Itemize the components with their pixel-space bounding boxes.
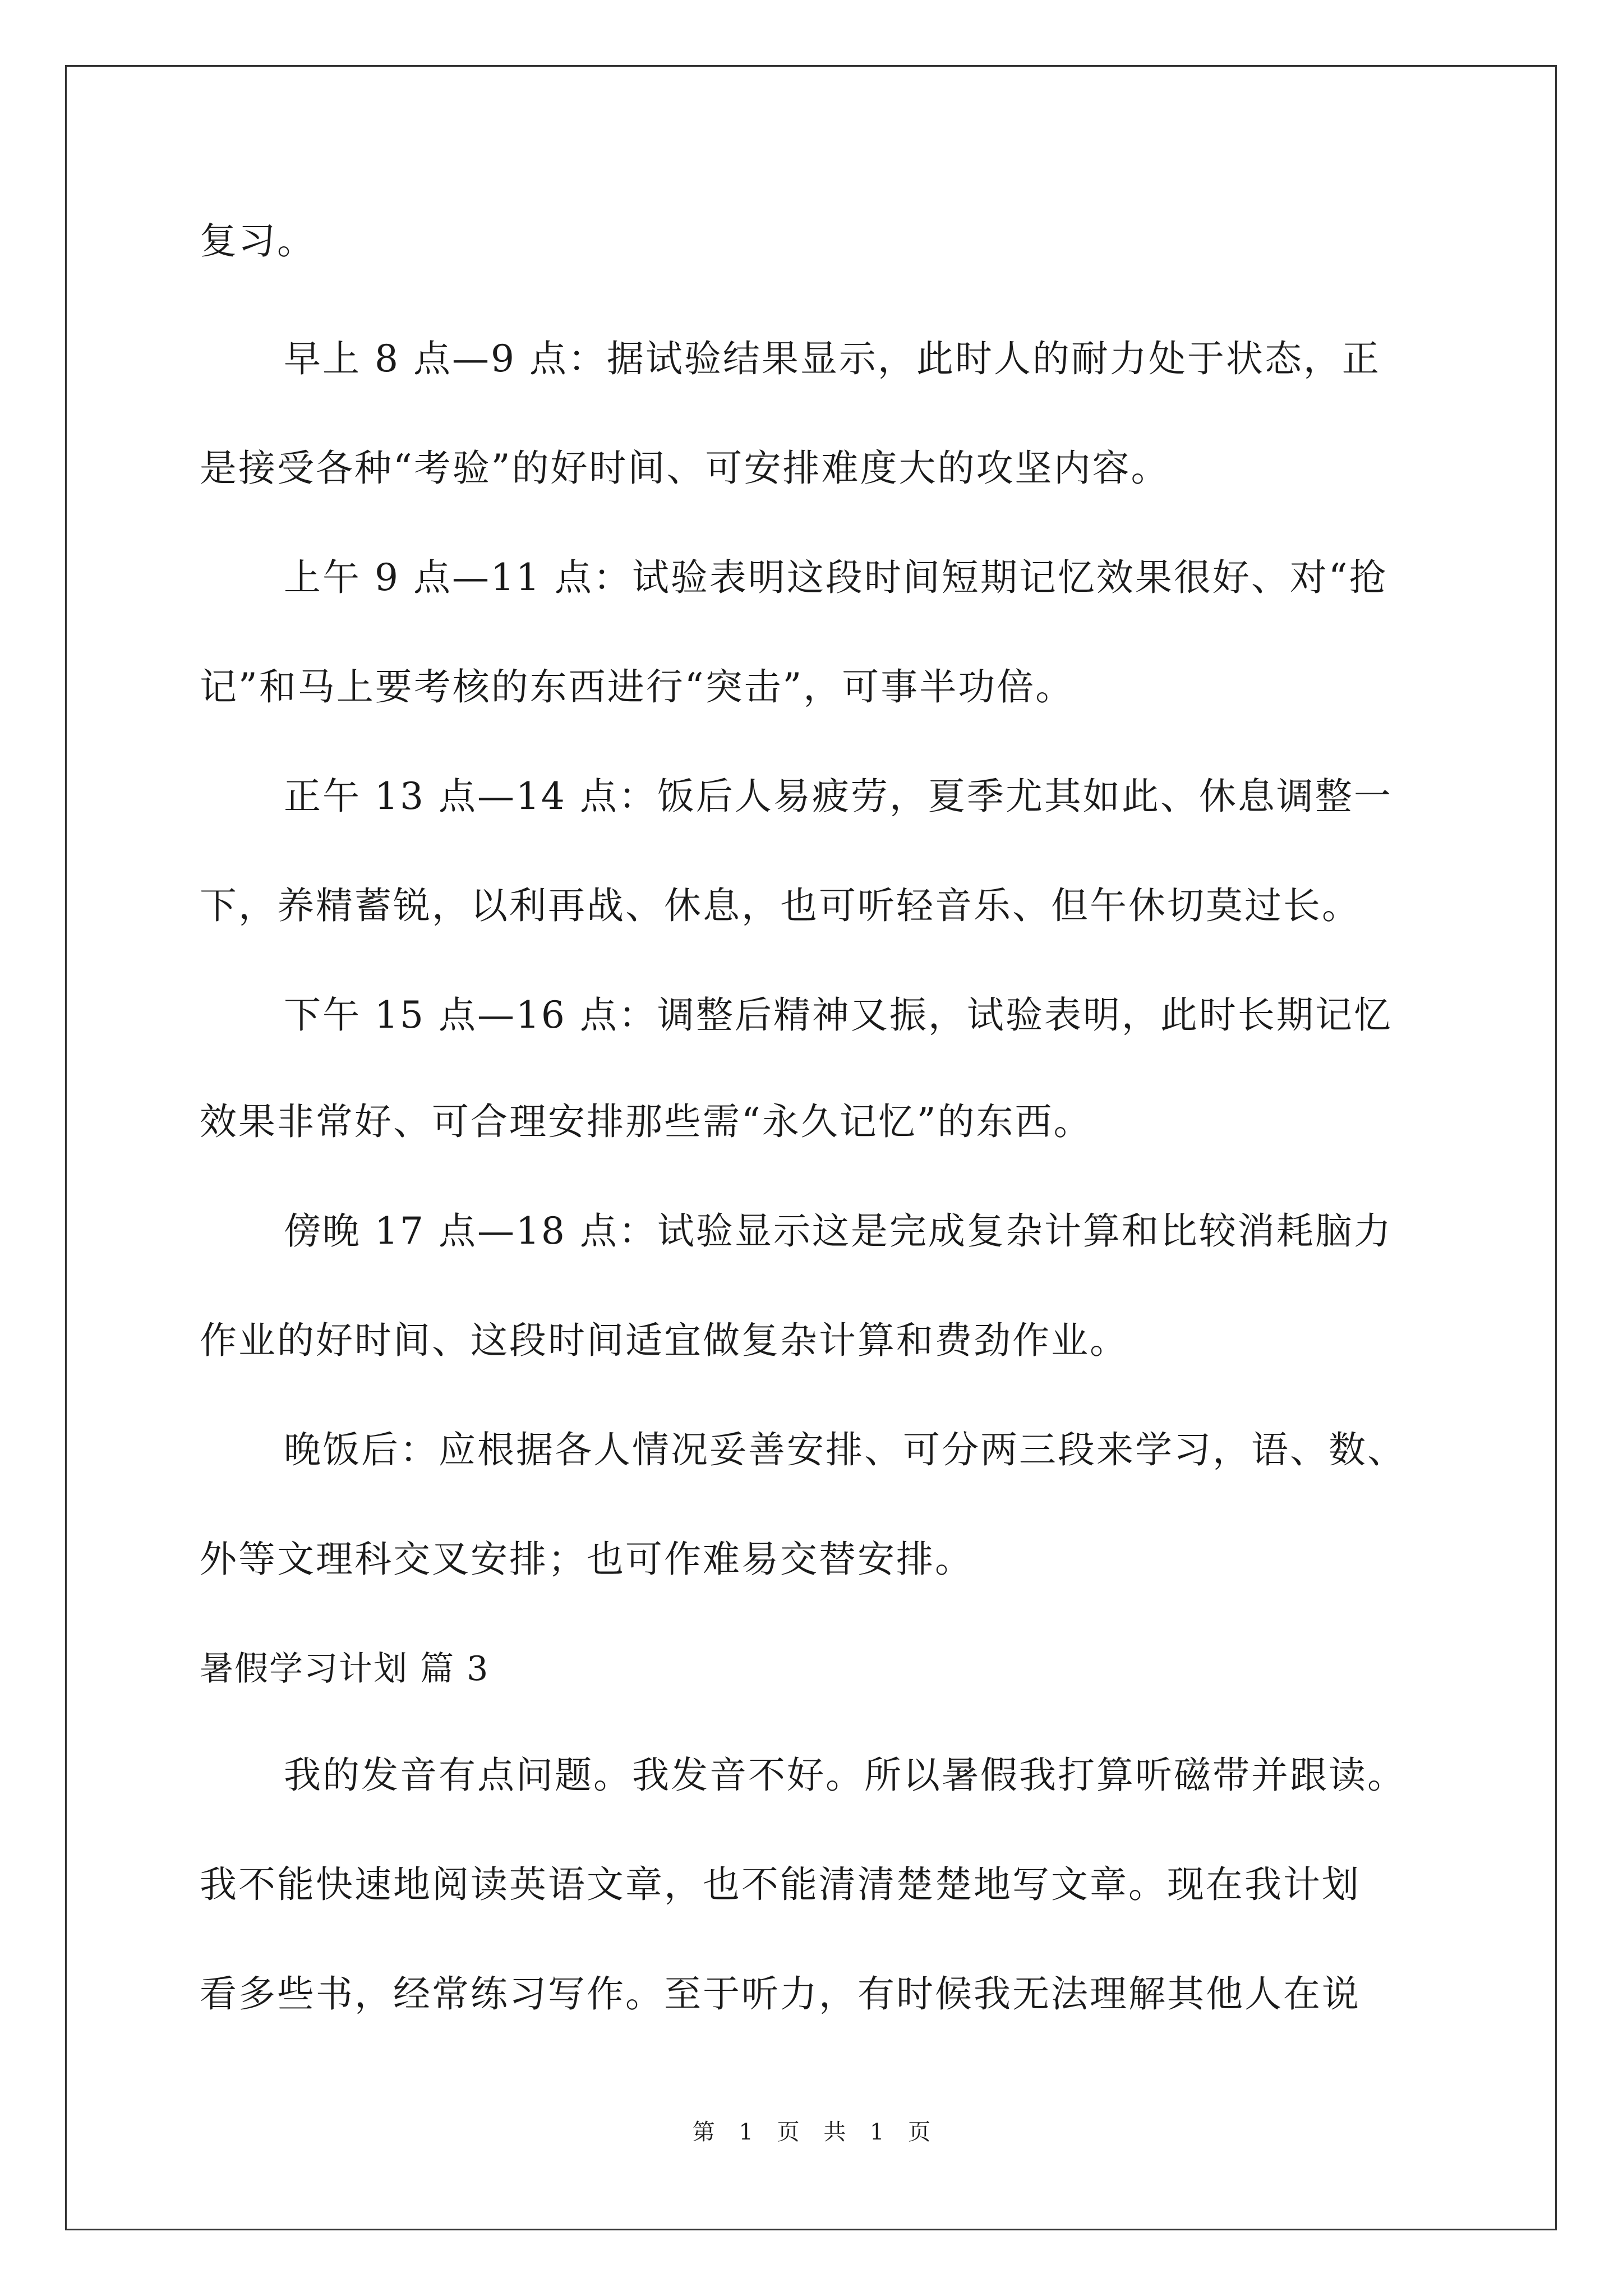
text-line: 记”和马上要考核的东西进行“突击”，可事半功倍。 — [200, 665, 1075, 708]
text-line: 我不能快速地阅读英语文章，也不能清清楚楚地写文章。现在我计划 — [200, 1863, 1361, 1906]
text-line: 下午 15 点—16 点：调整后精神又振，试验表明，此时长期记忆 — [284, 993, 1393, 1037]
text-line: 外等文理科交叉安排；也可作难易交替安排。 — [200, 1538, 974, 1581]
text-line: 上午 9 点—11 点：试验表明这段时间短期记忆效果很好、对“抢 — [284, 556, 1388, 599]
page-footer: 第 1 页 共 1 页 — [692, 2119, 931, 2145]
text-line: 傍晚 17 点—18 点：试验显示这是完成复杂计算和比较消耗脑力 — [284, 1209, 1393, 1253]
text-line: 正午 13 点—14 点：饭后人易疲劳，夏季尤其如此、休息调整一 — [284, 775, 1393, 818]
text-line: 看多些书，经常练习写作。至于听力，有时候我无法理解其他人在说 — [200, 1972, 1361, 2016]
text-line: 晚饭后：应根据各人情况妥善安排、可分两三段来学习，语、数、 — [284, 1428, 1406, 1471]
section-heading: 暑假学习计划 篇 3 — [200, 1649, 490, 1688]
text-line: 早上 8 点—9 点：据试验结果显示，此时人的耐力处于状态，正 — [284, 337, 1381, 380]
text-line: 效果非常好、可合理安排那些需“永久记忆”的东西。 — [200, 1100, 1092, 1143]
text-line: 作业的好时间、这段时间适宜做复杂计算和费劲作业。 — [200, 1319, 1128, 1362]
text-line: 我的发音有点问题。我发音不好。所以暑假我打算听磁带并跟读。 — [284, 1754, 1406, 1797]
text-line: 是接受各种“考验”的好时间、可安排难度大的攻坚内容。 — [200, 447, 1170, 490]
text-line: 下，养精蓄锐，以利再战、休息，也可听轻音乐、但午休切莫过长。 — [200, 884, 1361, 927]
text-line: 复习。 — [200, 219, 316, 263]
